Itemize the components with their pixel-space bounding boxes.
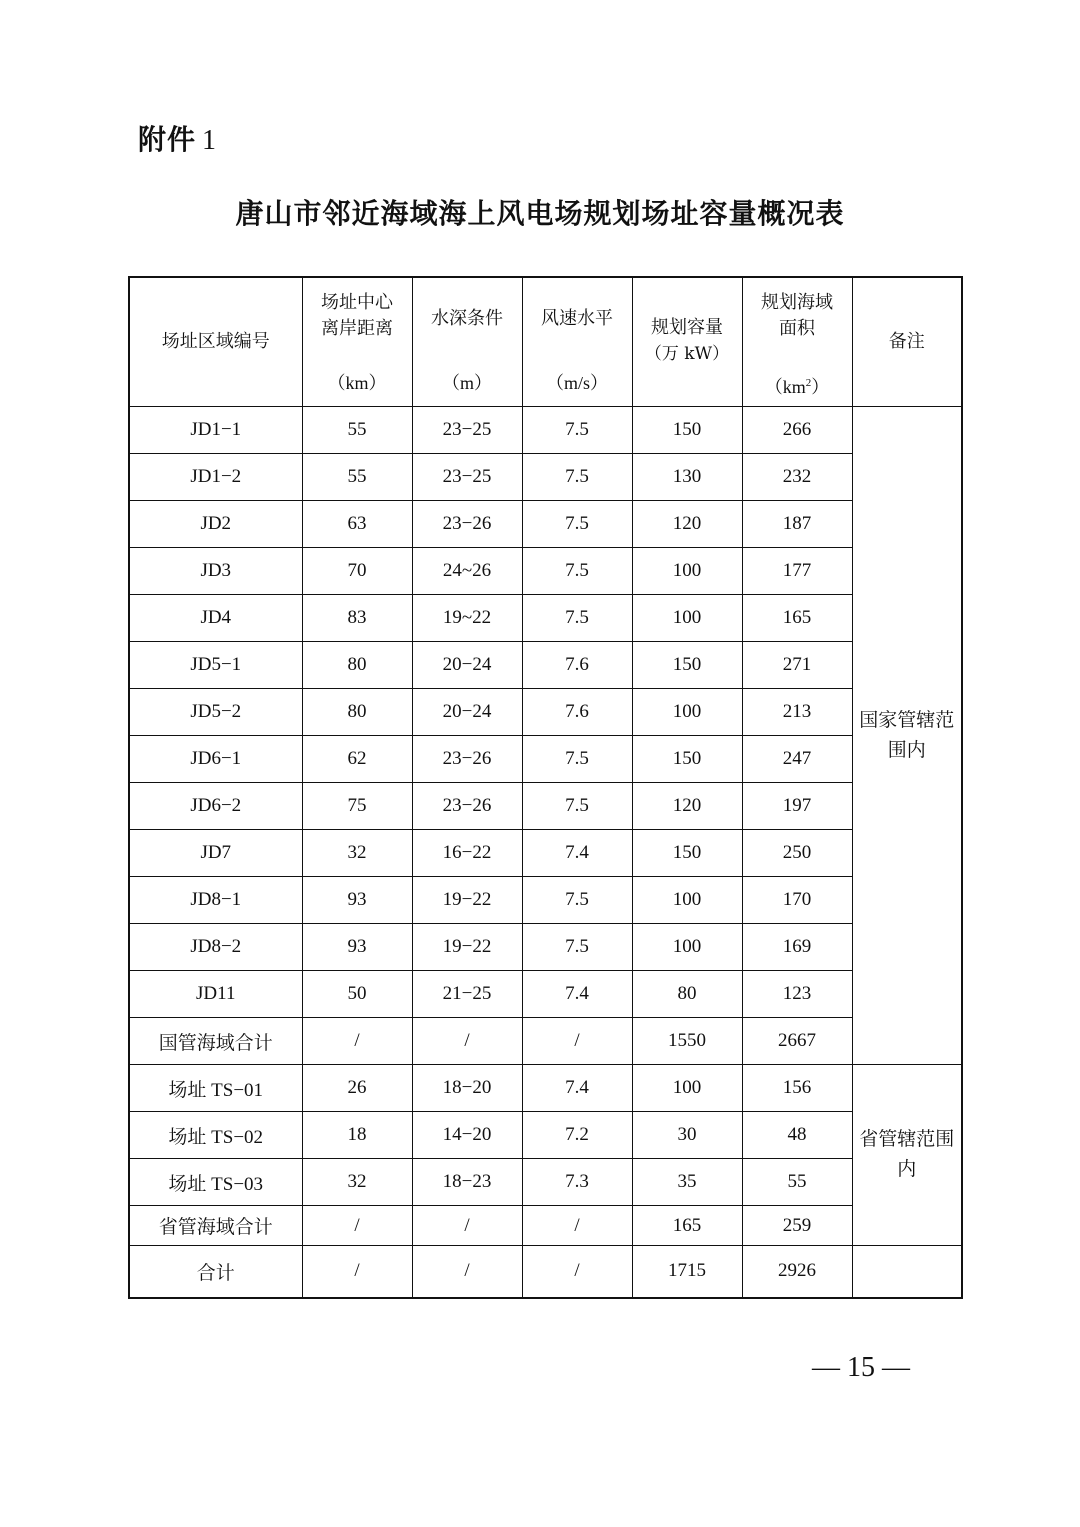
- table-cell: 7.5: [522, 407, 632, 454]
- table-cell: 23−25: [412, 407, 522, 454]
- table-cell: 197: [742, 783, 852, 830]
- table-row: [129, 830, 962, 877]
- table-cell: 62: [302, 736, 412, 783]
- table-cell: 232: [742, 454, 852, 501]
- table-cell: 63: [302, 501, 412, 548]
- table-row: [129, 783, 962, 830]
- header-depth-unit: （m）: [441, 373, 492, 393]
- table-cell: /: [522, 1018, 632, 1065]
- table-cell: JD2: [129, 501, 302, 548]
- table-cell: 2926: [742, 1246, 852, 1298]
- page-number: — 15 —: [812, 1352, 910, 1383]
- table-cell: 150: [632, 830, 742, 877]
- table-cell: 21−25: [412, 971, 522, 1018]
- table-row: [129, 689, 962, 736]
- table-cell: 250: [742, 830, 852, 877]
- table-cell: 120: [632, 501, 742, 548]
- table-cell: 7.6: [522, 689, 632, 736]
- grand-total-row: [129, 1246, 962, 1298]
- table-cell: JD6−1: [129, 736, 302, 783]
- table-row: [129, 407, 962, 454]
- table-cell: 271: [742, 642, 852, 689]
- table-cell: 19−22: [412, 924, 522, 971]
- capacity-table: [128, 276, 963, 1299]
- table-cell: 70: [302, 548, 412, 595]
- table-cell: /: [412, 1246, 522, 1298]
- table-cell: 省管海域合计: [129, 1206, 302, 1246]
- header-distance: 场址中心离岸距离 （km）: [302, 277, 412, 407]
- table-cell: JD1−2: [129, 454, 302, 501]
- table-cell: 48: [742, 1112, 852, 1159]
- table-cell: 7.5: [522, 877, 632, 924]
- table-cell: JD8−2: [129, 924, 302, 971]
- table-cell: JD8−1: [129, 877, 302, 924]
- table-cell: /: [412, 1018, 522, 1065]
- attachment-number: 1: [202, 125, 218, 156]
- table-cell: JD5−1: [129, 642, 302, 689]
- national-subtotal-row: [129, 1018, 962, 1065]
- table-cell: 7.5: [522, 501, 632, 548]
- table-row: [129, 971, 962, 1018]
- table-cell: 7.5: [522, 924, 632, 971]
- table-cell: 14−20: [412, 1112, 522, 1159]
- header-remark: 备注: [852, 277, 962, 407]
- table-cell: 100: [632, 548, 742, 595]
- table-cell: 7.6: [522, 642, 632, 689]
- table-cell: 165: [632, 1206, 742, 1246]
- header-wind: 风速水平 （m/s）: [522, 277, 632, 407]
- table-row: [129, 1159, 962, 1206]
- table-cell: 259: [742, 1206, 852, 1246]
- table-cell: 80: [632, 971, 742, 1018]
- table-cell: /: [522, 1206, 632, 1246]
- provincial-remark: 省管辖范围内: [852, 1065, 962, 1246]
- attachment-label: [138, 118, 217, 158]
- table-cell: 55: [302, 454, 412, 501]
- table-cell: 266: [742, 407, 852, 454]
- table-cell: 20−24: [412, 642, 522, 689]
- table-cell: 55: [742, 1159, 852, 1206]
- table-cell: 30: [632, 1112, 742, 1159]
- table-cell: 23−26: [412, 736, 522, 783]
- table-cell: 19−22: [412, 877, 522, 924]
- table-cell: 100: [632, 595, 742, 642]
- table-cell: 150: [632, 642, 742, 689]
- table-row: [129, 736, 962, 783]
- attachment-text: 附件: [138, 123, 197, 156]
- table-cell: 7.3: [522, 1159, 632, 1206]
- table-cell: JD7: [129, 830, 302, 877]
- table-cell: 93: [302, 924, 412, 971]
- table-cell: 7.5: [522, 783, 632, 830]
- table-cell: 7.5: [522, 736, 632, 783]
- table-cell: 23−26: [412, 783, 522, 830]
- table-cell: 80: [302, 689, 412, 736]
- table-cell: 93: [302, 877, 412, 924]
- page-title: 唐山市邻近海域海上风电场规划场址容量概况表: [235, 197, 845, 230]
- national-remark: 国家管辖范围内: [852, 407, 962, 1065]
- table-cell: 国管海域合计: [129, 1018, 302, 1065]
- header-area: 规划海域面积 $(km^2)$: [742, 277, 852, 407]
- table-cell: 50: [302, 971, 412, 1018]
- table-cell: 80: [302, 642, 412, 689]
- table-cell: 26: [302, 1065, 412, 1112]
- provincial-subtotal-row: [129, 1206, 962, 1246]
- header-capacity: 规划容量 （万 kW）: [632, 277, 742, 407]
- table-cell: 75: [302, 783, 412, 830]
- table-cell: 156: [742, 1065, 852, 1112]
- table-cell: 150: [632, 736, 742, 783]
- table-row: [129, 548, 962, 595]
- table-cell: 2667: [742, 1018, 852, 1065]
- header-site: 场址区域编号: [129, 277, 302, 407]
- table-cell: JD3: [129, 548, 302, 595]
- table-cell: /: [302, 1206, 412, 1246]
- table-cell: 35: [632, 1159, 742, 1206]
- table-cell: 场址 TS−01: [129, 1065, 302, 1112]
- table-cell: 100: [632, 924, 742, 971]
- table-row: [129, 501, 962, 548]
- table-cell: 7.2: [522, 1112, 632, 1159]
- table-cell: 场址 TS−03: [129, 1159, 302, 1206]
- table-cell: 130: [632, 454, 742, 501]
- table-cell: 18−23: [412, 1159, 522, 1206]
- table-row: [129, 1112, 962, 1159]
- table-cell: JD6−2: [129, 783, 302, 830]
- table-row: [129, 877, 962, 924]
- table-cell: /: [522, 1246, 632, 1298]
- table-cell: 7.4: [522, 1065, 632, 1112]
- table-cell: /: [302, 1246, 412, 1298]
- table-cell: 213: [742, 689, 852, 736]
- header-row: [129, 277, 962, 407]
- table-cell: 123: [742, 971, 852, 1018]
- table-cell: 1550: [632, 1018, 742, 1065]
- table-cell: 247: [742, 736, 852, 783]
- table-cell: 177: [742, 548, 852, 595]
- table-cell: 16−22: [412, 830, 522, 877]
- table-row: [129, 595, 962, 642]
- table-cell: 170: [742, 877, 852, 924]
- table-cell: 83: [302, 595, 412, 642]
- table-cell: 165: [742, 595, 852, 642]
- table-cell: 20−24: [412, 689, 522, 736]
- table-cell: JD11: [129, 971, 302, 1018]
- table-row: [129, 454, 962, 501]
- table-cell: 18: [302, 1112, 412, 1159]
- table-cell: 7.5: [522, 454, 632, 501]
- table-cell: JD5−2: [129, 689, 302, 736]
- header-depth: 水深条件 （m）: [412, 277, 522, 407]
- table-cell: 18−20: [412, 1065, 522, 1112]
- table-cell: 120: [632, 783, 742, 830]
- table-cell: 7.4: [522, 971, 632, 1018]
- table-cell: 19~22: [412, 595, 522, 642]
- table-cell: 7.4: [522, 830, 632, 877]
- table-cell: 场址 TS−02: [129, 1112, 302, 1159]
- header-wind-unit: （m/s）: [545, 373, 608, 393]
- table-cell: 7.5: [522, 595, 632, 642]
- table-cell: 1715: [632, 1246, 742, 1298]
- table-cell: 187: [742, 501, 852, 548]
- header-capacity-unit: （万 kW）: [644, 344, 730, 364]
- table-cell: 100: [632, 689, 742, 736]
- table-cell: 合计: [129, 1246, 302, 1298]
- table-row: [129, 924, 962, 971]
- table-cell: 150: [632, 407, 742, 454]
- table-cell: [852, 1246, 962, 1298]
- table-cell: 100: [632, 877, 742, 924]
- table-cell: 23−26: [412, 501, 522, 548]
- table-cell: 32: [302, 830, 412, 877]
- header-distance-unit: （km）: [327, 373, 387, 393]
- table-cell: 169: [742, 924, 852, 971]
- table-cell: JD1−1: [129, 407, 302, 454]
- table-cell: 23−25: [412, 454, 522, 501]
- header-area-unit: $(km^2)$: [764, 377, 830, 397]
- table-cell: 24~26: [412, 548, 522, 595]
- table-row: [129, 1065, 962, 1112]
- table-cell: 100: [632, 1065, 742, 1112]
- table-cell: 55: [302, 407, 412, 454]
- table-cell: /: [302, 1018, 412, 1065]
- table-cell: 32: [302, 1159, 412, 1206]
- table-cell: 7.5: [522, 548, 632, 595]
- table-row: [129, 642, 962, 689]
- table-cell: JD4: [129, 595, 302, 642]
- table-cell: /: [412, 1206, 522, 1246]
